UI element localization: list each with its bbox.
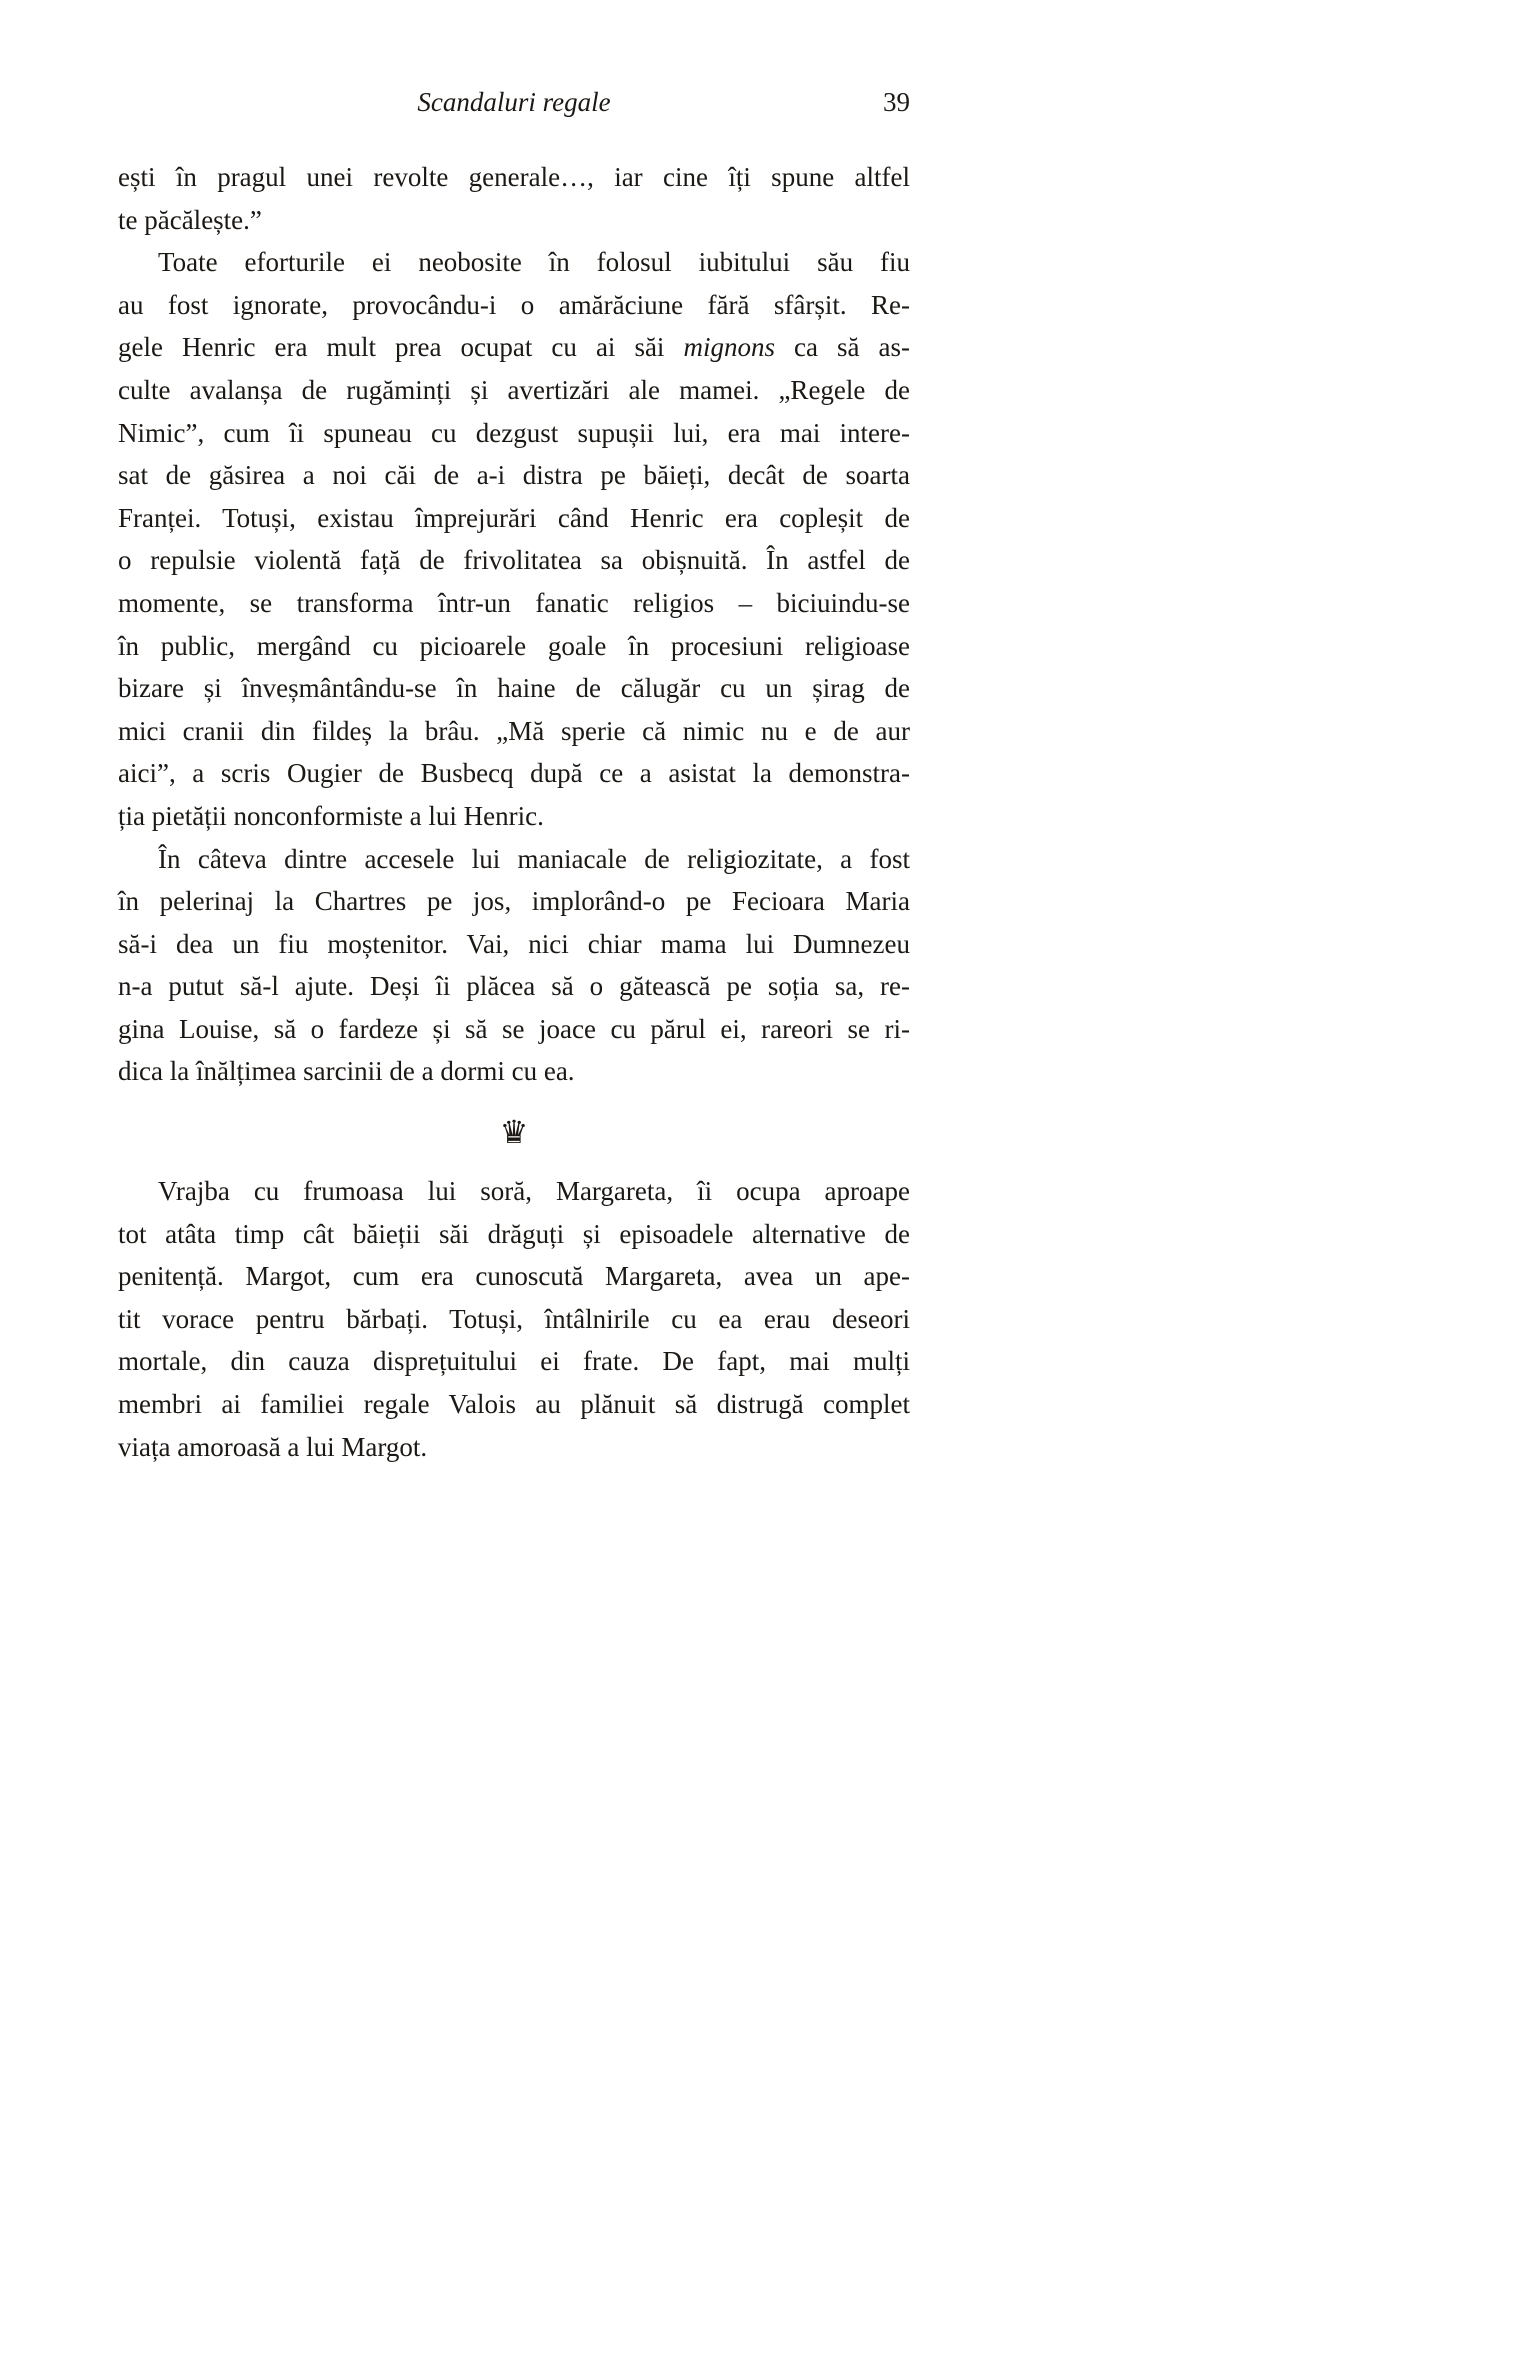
text-line: mortale, din cauza disprețuitului ei frate. De fapt, mai mulți <box>118 1346 910 1377</box>
paragraph <box>118 156 910 241</box>
text-line: mici cranii din fildeș la brâu. „Mă sperie că nimic nu e de aur <box>118 715 910 746</box>
paragraph <box>118 1170 910 1468</box>
text-line: culte avalanșa de rugăminți și avertizări ale mamei. „Regele de <box>118 374 910 405</box>
text-line: sat de găsirea a noi căi de a-i distra pe băieți, decât de soarta <box>118 460 910 491</box>
text-line: gina Louise, să o fardeze și să se joace cu părul ei, rareori se ri- <box>118 1013 910 1044</box>
section-break-ornament: ♛ <box>499 1113 529 1152</box>
text-line: ția pietății nonconformiste a lui Henric. <box>118 800 544 831</box>
text-line: te păcălește.” <box>118 204 262 235</box>
text-line: Franței. Totuși, existau împrejurări când Henric era copleșit de <box>118 502 910 533</box>
text-line: n-a putut să-l ajute. Deși îi plăcea să o gătească pe soția sa, re- <box>118 971 910 1002</box>
text-line: Vrajba cu frumoasa lui soră, Margareta, îi ocupa aproape <box>158 1176 910 1207</box>
text-line: aici”, a scris Ougier de Busbecq după ce a asistat la demonstra- <box>118 758 910 789</box>
text-line: tit vorace pentru bărbați. Totuși, întâlnirile cu ea erau deseori <box>118 1303 910 1334</box>
text-line: ești în pragul unei revolte generale…, iar cine îți spune altfel <box>118 162 910 192</box>
body-text <box>118 156 910 1468</box>
paragraph <box>118 241 910 837</box>
text-line: Toate eforturile ei neobosite în folosul iubitului său fiu <box>158 247 910 278</box>
text-line: au fost ignorate, provocându-i o amărăciune fără sfârșit. Re- <box>118 289 910 320</box>
text-line: bizare și înveșmântându-se în haine de călugăr cu un șirag de <box>118 673 910 704</box>
text-line: dica la înălțimea sarcinii de a dormi cu ea. <box>118 1056 575 1087</box>
text-line: tot atâta timp cât băieții săi drăguți și episoadele alternative de <box>118 1218 910 1249</box>
text-line: momente, se transforma într-un fanatic religios – biciuindu-se <box>118 587 910 618</box>
text-line: gele Henric era mult prea ocupat cu ai săi mignons ca să as- <box>118 332 910 363</box>
text-line: o repulsie violentă față de frivolitatea sa obișnuită. În astfel de <box>118 545 910 576</box>
text-line: în pelerinaj la Chartres pe jos, implorând-o pe Fecioara Maria <box>118 886 910 917</box>
page-content <box>118 84 910 1468</box>
paragraph <box>118 838 910 1094</box>
text-line: În câteva dintre accesele lui maniacale de religiozitate, a fost <box>158 843 910 874</box>
italic-text: mignons <box>683 332 775 363</box>
running-title: Scandaluri regale <box>417 87 611 117</box>
text-line: Nimic”, cum îi spuneau cu dezgust supușii lui, era mai intere- <box>118 417 910 448</box>
text-line: penitență. Margot, cum era cunoscută Margareta, avea un ape- <box>118 1261 910 1292</box>
text-line: viața amoroasă a lui Margot. <box>118 1431 428 1462</box>
page-number: 39 <box>883 87 910 117</box>
text-line: să-i dea un fiu moștenitor. Vai, nici chiar mama lui Dumnezeu <box>118 928 910 959</box>
running-header <box>118 84 910 120</box>
text-line: membri ai familiei regale Valois au plănuit să distrugă complet <box>118 1389 910 1420</box>
text-line: în public, mergând cu picioarele goale în procesiuni religioase <box>118 630 910 661</box>
